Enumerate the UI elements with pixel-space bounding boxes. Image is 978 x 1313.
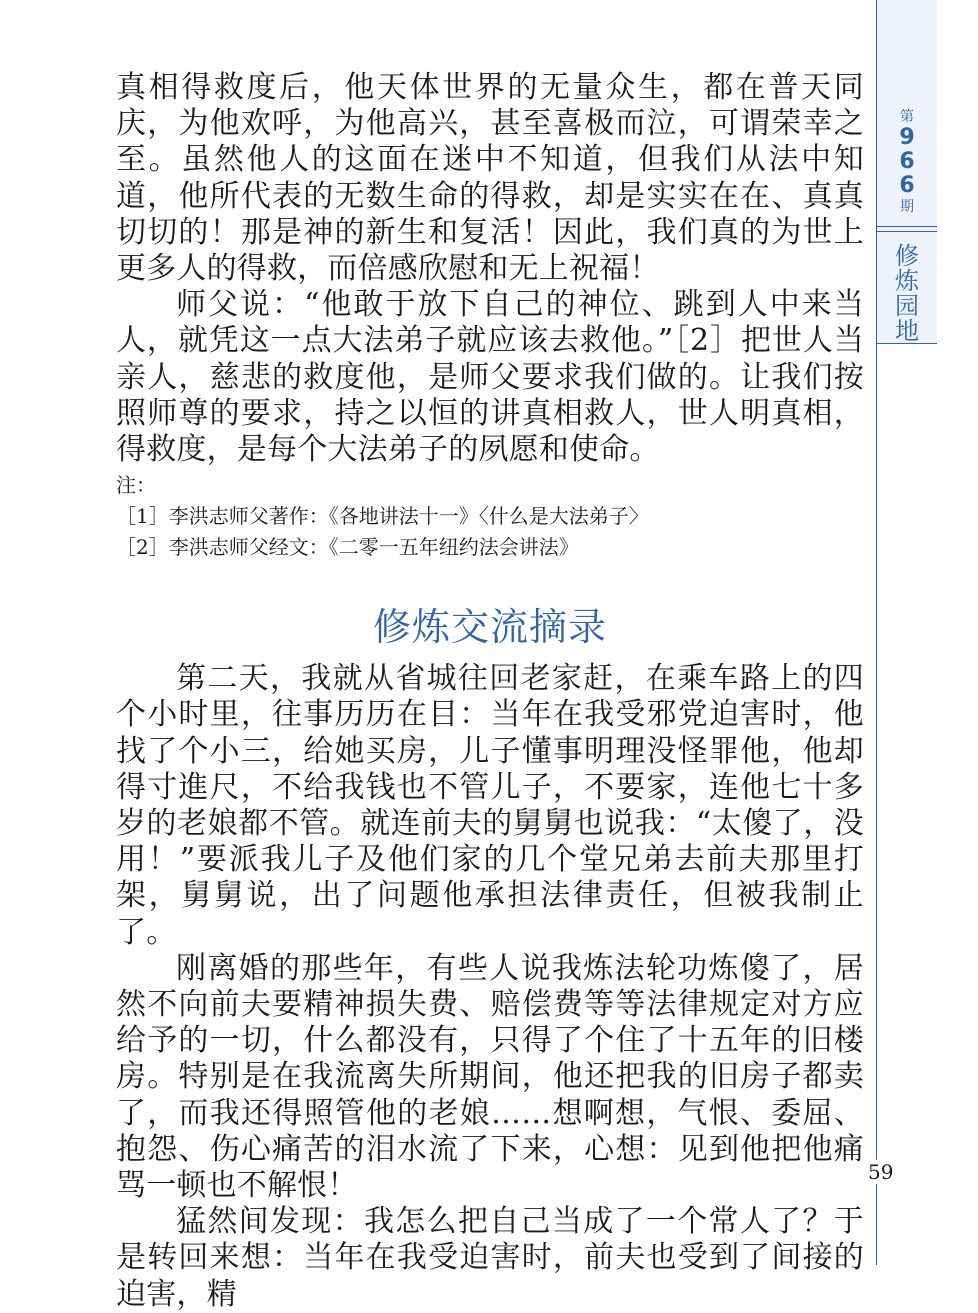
issue-digit: 9 <box>899 125 915 150</box>
section-paragraph: 第二天，我就从省城往回老家赶，在乘车路上的四个小时里，往事历历在目：当年在我受邪党迫害时，他找了个小三，给她买房，儿子懂事明理没怪罪他，他却得寸進尺，不给我钱也不管儿子，不要家，连他七十多岁的老娘都不管。就连前夫的舅舅也说我：“太傻了，没用！”要派我儿子及他们家的几个堂兄弟去前夫那里打架，舅舅说，出了问题他承担法律责任，但被我制止了。 <box>116 661 864 950</box>
notes-label: 注： <box>116 473 156 498</box>
column-name-char: 修 <box>895 242 919 270</box>
section-title: 修炼交流摘录 <box>372 605 607 650</box>
column-name-char: 地 <box>895 317 919 345</box>
side-tab <box>876 0 937 1265</box>
issue-number <box>877 108 937 226</box>
body-paragraph: 真相得救度后，他天体世界的无量众生，都在普天同庆，为他欢呼，为他高兴，甚至喜极而泣，可谓荣幸之至。虽然他人的这面在迷中不知道，但我们从法中知道，他所代表的无数生命的得救，却是实实在在、真真切切的！那是神的新生和复活！因此，我们真的为世上更多人的得救，而倍感欣慰和无上祝福！ <box>116 70 864 287</box>
body-paragraph: 师父说：“他敢于放下自己的神位、跳到人中来当人，就凭这一点大法弟子就应该去救他。”［2］把世人当亲人，慈悲的救度他，是师父要求我们做的。让我们按照师尊的要求，持之以恒的讲真相救人，世人明真相，得救度，是每个大法弟子的夙愿和使命。 <box>116 287 864 468</box>
issue-prefix: 第 <box>900 109 914 125</box>
column-name-char: 炼 <box>895 267 919 295</box>
column-name <box>877 244 937 344</box>
note-item-1: ［1］李洪志师父著作：《各地讲法十一》〈什么是大法弟子〉 <box>116 504 649 529</box>
text-column <box>116 70 864 1313</box>
section-paragraph: 猛然间发现：我怎么把自己当成了一个常人了？于是转回来想：当年在我受迫害时，前夫也受到了间接的迫害，精 <box>116 1204 864 1312</box>
side-divider <box>877 231 937 232</box>
section-paragraph: 刚离婚的那些年，有些人说我炼法轮功炼傻了，居然不向前夫要精神损失费、赔偿费等等法律规定对方应给予的一切，什么都没有，只得了个住了十五年的旧楼房。特别是在我流离失所期间，他还把我的旧房子都卖了，而我还得照管他的老娘……想啊想，气恨、委屈、抱怨、伤心痛苦的泪水流了下来，心想：见到他把他痛骂一顿也不解恨！ <box>116 950 864 1204</box>
column-name-char: 园 <box>895 292 919 320</box>
notes-section <box>116 470 864 563</box>
issue-digit: 6 <box>899 173 915 198</box>
note-item-2: ［2］李洪志师父经文：《二零一五年纽约法会讲法》 <box>116 535 579 560</box>
side-divider <box>877 343 937 344</box>
side-divider <box>877 226 937 227</box>
issue-digit: 6 <box>899 149 915 174</box>
page-number: 59 <box>868 1160 908 1184</box>
issue-suffix: 期 <box>900 199 914 215</box>
